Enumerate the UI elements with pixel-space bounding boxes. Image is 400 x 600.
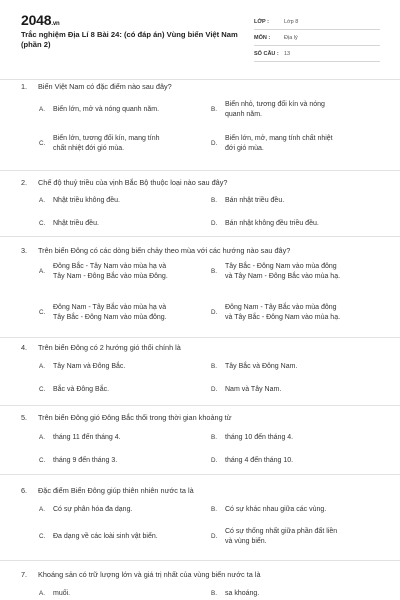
question-number: 1. [21, 82, 28, 91]
option-text-line: Biển lớn, mở và nóng quanh năm. [53, 106, 160, 113]
option-text-line: Nhật triều đều. [53, 220, 99, 227]
meta-row-count [254, 46, 380, 62]
option-text-line: tháng 4 đến tháng 10. [225, 457, 294, 464]
meta-value: Địa lý [284, 34, 298, 41]
option-text-line: Có sự phân hóa đa dạng. [53, 506, 133, 513]
question-text: Biển Việt Nam có đặc điểm nào sau đây? [38, 82, 172, 91]
option-text-line: tháng 9 đến tháng 3. [53, 457, 118, 464]
document-meta [254, 14, 380, 62]
meta-key: MÔN : [254, 34, 271, 41]
option-letter: B. [211, 434, 217, 441]
option-text-line: Có sự khác nhau giữa các vùng. [225, 506, 327, 513]
option-letter: C. [39, 220, 46, 227]
option-letter: B. [211, 268, 217, 275]
question-divider [0, 405, 400, 406]
option-letter: D. [211, 140, 218, 147]
option-text-line: Nhật triều không đều. [53, 197, 120, 204]
option-text-line: Đông Nam - Tây Bắc vào mùa hạ và [53, 304, 167, 311]
option-text-line: Biển lớn, mở, mang tính chất nhiệt [225, 135, 333, 142]
question-text: Đặc điểm Biển Đông giúp thiên nhiên nước ta là [38, 486, 194, 495]
option-text-line: đới gió mùa. [225, 145, 264, 152]
question-stem [21, 343, 181, 352]
question-stem [21, 178, 227, 187]
question-stem [21, 486, 194, 495]
option-letter: A. [39, 590, 45, 597]
logo-suffix: .vn [51, 21, 60, 27]
option-text-line: Biển lớn, tương đối kín, mang tính [53, 135, 160, 142]
option-text-line: và vùng biển. [225, 538, 267, 545]
option-letter: A. [39, 197, 45, 204]
option-text-line: quanh năm. [225, 111, 262, 118]
option-letter: D. [211, 533, 218, 540]
option-text-line: tháng 10 đến tháng 4. [225, 434, 294, 441]
question-divider [0, 560, 400, 561]
document-header [0, 0, 400, 70]
meta-row-class [254, 14, 380, 30]
option-letter: A. [39, 268, 45, 275]
option-letter: A. [39, 106, 45, 113]
option-text-line: Nam và Tây Nam. [225, 386, 282, 393]
header-divider [0, 70, 400, 80]
question-divider [0, 170, 400, 171]
meta-value: Lớp 8 [284, 18, 299, 25]
option-text-line: Bán nhật không đều triều đều. [225, 220, 319, 227]
option-text-line: Bắc và Đông Bắc. [53, 386, 110, 393]
question-stem [21, 570, 261, 579]
question-text: Trên biển Đông có 2 hướng gió thổi chính là [38, 343, 181, 352]
question-divider [0, 474, 400, 475]
option-letter: D. [211, 386, 218, 393]
question-number: 6. [21, 486, 28, 495]
option-text-line: Đa dạng về các loài sinh vật biển. [53, 533, 158, 540]
option-text-line: sa khoáng. [225, 590, 260, 597]
option-letter: B. [211, 106, 217, 113]
option-text-line: Biển nhỏ, tương đối kín và nóng [225, 101, 325, 108]
option-letter: D. [211, 309, 218, 316]
site-logo[interactable] [21, 12, 59, 28]
option-letter: A. [39, 434, 45, 441]
logo-text: 2048 [21, 12, 52, 28]
question-number: 7. [21, 570, 28, 579]
option-text-line: và Tây Bắc - Đông Nam vào mùa hạ. [225, 314, 341, 321]
option-text-line: Có sự thống nhất giữa phần đất liền [225, 528, 338, 535]
meta-key: LỚP : [254, 18, 269, 25]
option-letter: B. [211, 590, 217, 597]
option-letter: C. [39, 386, 46, 393]
question-divider [0, 337, 400, 338]
question-stem [21, 82, 172, 91]
option-text-line: Bán nhật triều đều. [225, 197, 285, 204]
option-text-line: Tây Bắc - Đông Nam vào mùa đông [225, 263, 337, 270]
option-text-line: tháng 11 đến tháng 4. [53, 434, 121, 441]
question-number: 3. [21, 246, 28, 255]
question-divider [0, 236, 400, 237]
question-number: 5. [21, 413, 28, 422]
option-letter: C. [39, 309, 46, 316]
option-letter: C. [39, 457, 46, 464]
question-number: 2. [21, 178, 28, 187]
question-stem [21, 246, 290, 255]
option-letter: B. [211, 363, 217, 370]
document-title: Trắc nghiệm Địa Lí 8 Bài 24: (có đáp án) Vùng biển Việt Nam (phần 2) [21, 30, 238, 49]
option-letter: A. [39, 506, 45, 513]
option-text-line: muối. [53, 590, 71, 597]
option-letter: C. [39, 140, 46, 147]
question-stem [21, 413, 232, 422]
meta-value: 13 [284, 50, 291, 57]
question-text: Chế độ thuỷ triều của vịnh Bắc Bộ thuộc loại nào sau đây? [38, 178, 228, 187]
question-text: Trên biển Đông có các dòng biển chảy theo mùa với các hướng nào sau đây? [38, 246, 291, 255]
option-letter: C. [39, 533, 46, 540]
question-text: Trên biển Đông gió Đông Bắc thổi trong thời gian khoảng từ [38, 413, 232, 422]
option-text-line: Đông Bắc - Tây Nam vào mùa hạ và [53, 263, 167, 270]
option-letter: D. [211, 457, 218, 464]
option-text-line: Tây Nam và Đông Bắc. [53, 363, 126, 370]
option-text-line: Đông Nam - Tây Bắc vào mùa đông [225, 304, 337, 311]
meta-key: SỐ CÂU : [254, 50, 279, 57]
option-letter: B. [211, 197, 217, 204]
option-letter: D. [211, 220, 218, 227]
option-letter: B. [211, 506, 217, 513]
meta-row-subject [254, 30, 380, 46]
option-text-line: Tây Nam - Đông Bắc vào mùa Đông. [53, 273, 168, 280]
question-text: Khoáng sản có trữ lượng lớn và giá trị nhất của vùng biển nước ta là [38, 570, 261, 579]
option-text-line: Tây Bắc và Đông Nam. [225, 363, 298, 370]
option-text-line: và Tây Nam - Đông Bắc vào mùa hạ. [225, 273, 341, 280]
option-text-line: chất nhiệt đới gió mùa. [53, 145, 125, 152]
option-letter: A. [39, 363, 45, 370]
option-text-line: Tây Bắc - Đông Nam vào mùa đông. [53, 314, 167, 321]
question-number: 4. [21, 343, 28, 352]
